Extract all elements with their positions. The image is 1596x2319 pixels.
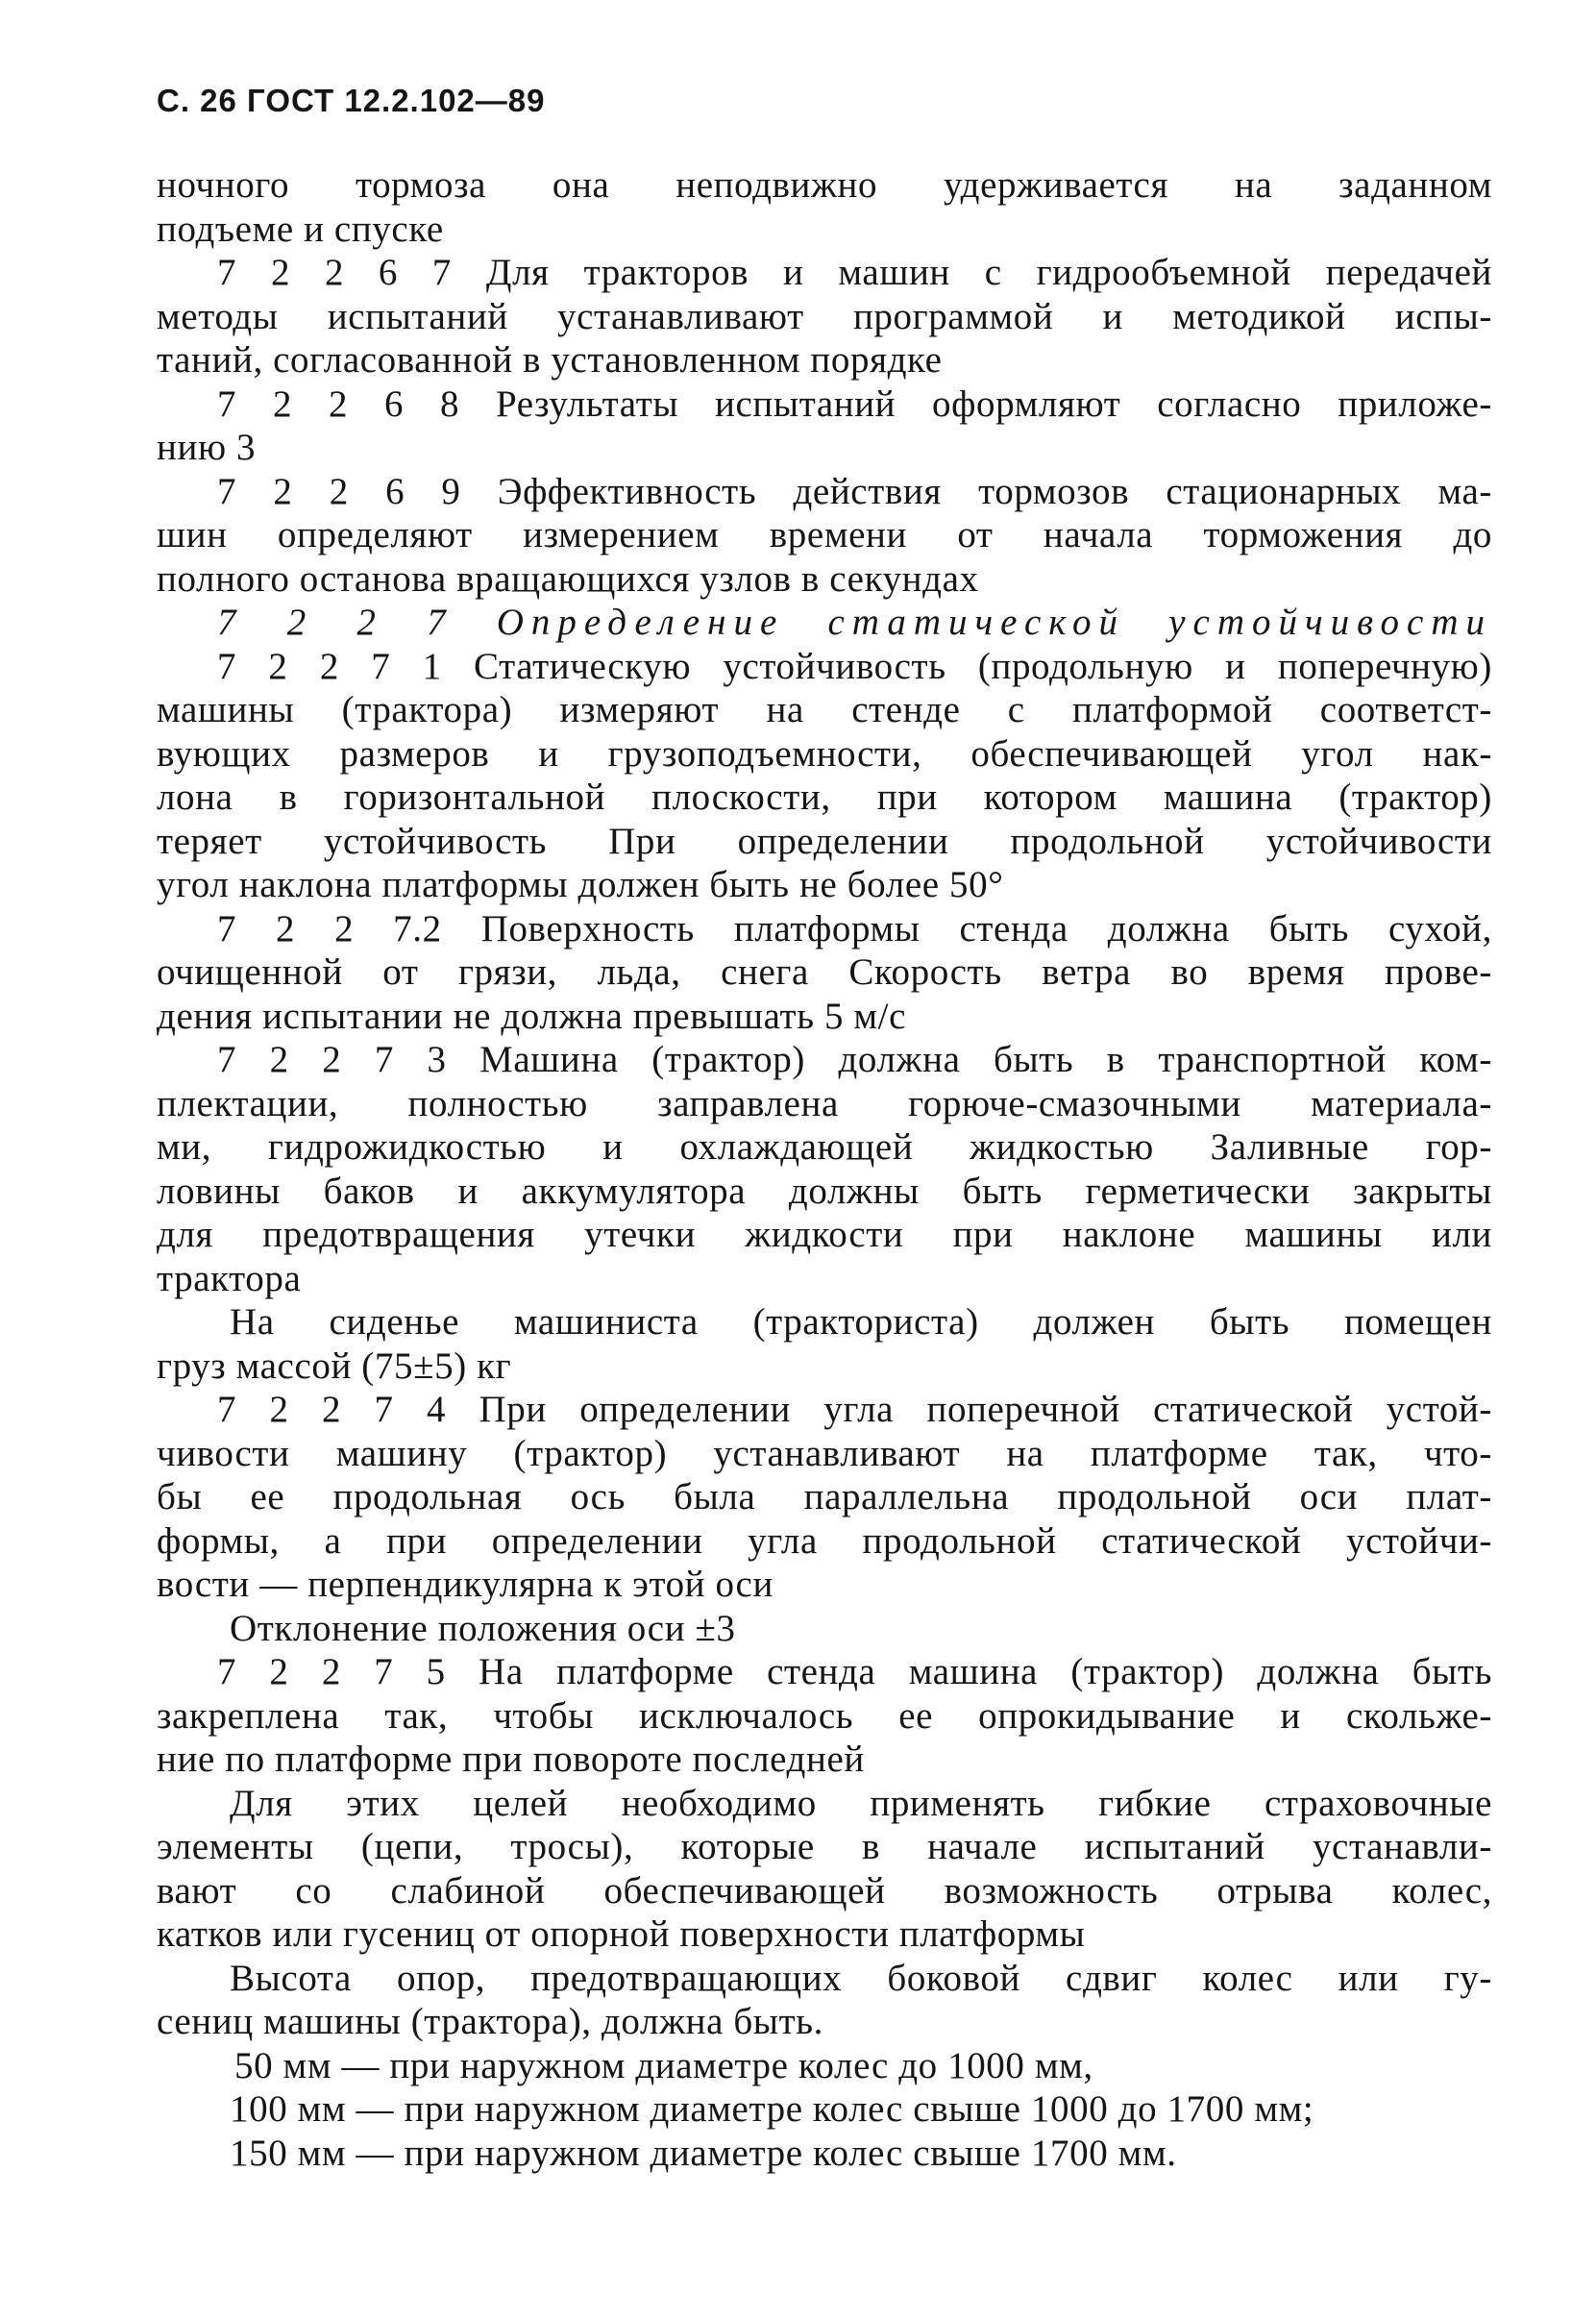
text-line: 7 2 2 7 4 При определении угла поперечной статической устой- [217, 1389, 1492, 1430]
text-line: катков или гусениц от опорной поверхности платформы [157, 1913, 1086, 1955]
text-line: ловины баков и аккумулятора должны быть герметически закрыты [157, 1170, 1492, 1212]
text-line: угол наклона платформы должен быть не более 50° [157, 864, 1004, 905]
text-line: вости — перпендикулярна к этой оси [157, 1564, 773, 1605]
text-line: чивости машину (трактор) устанавливают на платформе так, что- [157, 1432, 1492, 1474]
text-line: ми, гидрожидкостью и охлаждающей жидкостью Заливные гор- [157, 1126, 1492, 1168]
text-line: вующих размеров и грузоподъемности, обеспечивающей угол нак- [157, 732, 1492, 775]
text-line: трактора [157, 1257, 302, 1299]
running-header: С. 26 ГОСТ 12.2.102—89 [157, 83, 546, 118]
text-line: сениц машины (трактора), должна быть. [157, 2001, 823, 2042]
text-line: таний, согласованной в установленном порядке [157, 339, 943, 381]
text-line: 150 мм — при наружном диаметре колес свыше 1700 мм. [230, 2132, 1177, 2174]
text-line: груз массой (75±5) кг [157, 1345, 512, 1387]
text-line: нию 3 [157, 427, 257, 468]
text-line: закреплена так, чтобы исключалось ее опрокидывание и скольже- [157, 1694, 1492, 1737]
text-line: вают со слабиной обеспечивающей возможность отрыва колес, [157, 1869, 1492, 1912]
text-line: лона в горизонтальной плоскости, при котором машина (трактор) [157, 777, 1492, 818]
text-line: шин определяют измерением времени от начала торможения до [157, 514, 1492, 555]
text-line: Для этих целей необходимо применять гибкие страховочные [230, 1782, 1492, 1824]
text-line: 7 2 2 7 5 На платформе стенда машина (трактор) должна быть [217, 1651, 1492, 1692]
text-line: теряет устойчивость При определении продольной устойчивости [157, 820, 1492, 862]
section-heading-line: 7 2 2 7 Определение статической устойчивости [217, 602, 1492, 643]
text-line: Отклонение положения оси ±3 [230, 1607, 736, 1649]
text-line: 100 мм — при наружном диаметре колес свыше 1000 до 1700 мм; [230, 2088, 1314, 2130]
text-line: 7 2 2 6 8 Результаты испытаний оформляют согласно приложе- [217, 382, 1492, 425]
text-line: 7 2 2 7 3 Машина (трактор) должна быть в транспортной ком- [217, 1039, 1492, 1080]
text-line: 7 2 2 7 1 Статическую устойчивость (продольную и поперечную) [217, 645, 1492, 687]
body-text [157, 163, 1492, 2175]
text-line: Высота опор, предотвращающих боковой сдвиг колес или гу- [230, 1957, 1492, 1999]
text-line: элементы (цепи, тросы), которые в начале испытаний устанавли- [157, 1826, 1492, 1867]
text-line: для предотвращения утечки жидкости при наклоне машины или [157, 1214, 1492, 1255]
text-line: 50 мм — при наружном диаметре колес до 1000 мм, [234, 2044, 1093, 2086]
text-line: ночного тормоза она неподвижно удерживается на заданном [157, 164, 1492, 206]
text-line: 7 2 2 6 9 Эффективность действия тормозов стационарных ма- [217, 470, 1492, 512]
text-line: полного останова вращающихся узлов в секундах [157, 557, 979, 600]
text-line: 7 2 2 6 7 Для тракторов и машин с гидрообъемной передачей [217, 252, 1492, 293]
text-line: формы, а при определении угла продольной статической устойчи- [157, 1519, 1492, 1562]
text-line: бы ее продольная ось была параллельна продольной оси плат- [157, 1476, 1492, 1517]
text-line: На сиденье машиниста (тракториста) должен быть помещен [230, 1301, 1492, 1343]
text-line: подъеме и спуске [157, 208, 444, 250]
text-line: методы испытаний устанавливают программой и методикой испы- [157, 295, 1492, 337]
text-line: 7 2 2 7.2 Поверхность платформы стенда должна быть сухой, [217, 907, 1492, 950]
text-line: машины (трактора) измеряют на стенде с платформой соответст- [157, 689, 1492, 730]
text-line: очищенной от грязи, льда, снега Скорость ветра во время прове- [157, 951, 1492, 993]
text-line: ние по платформе при повороте последней [157, 1739, 865, 1780]
text-line: дения испытании не должна превышать 5 м/с [157, 995, 907, 1037]
text-line: плектации, полностью заправлена горюче-смазочными материала- [157, 1082, 1492, 1124]
